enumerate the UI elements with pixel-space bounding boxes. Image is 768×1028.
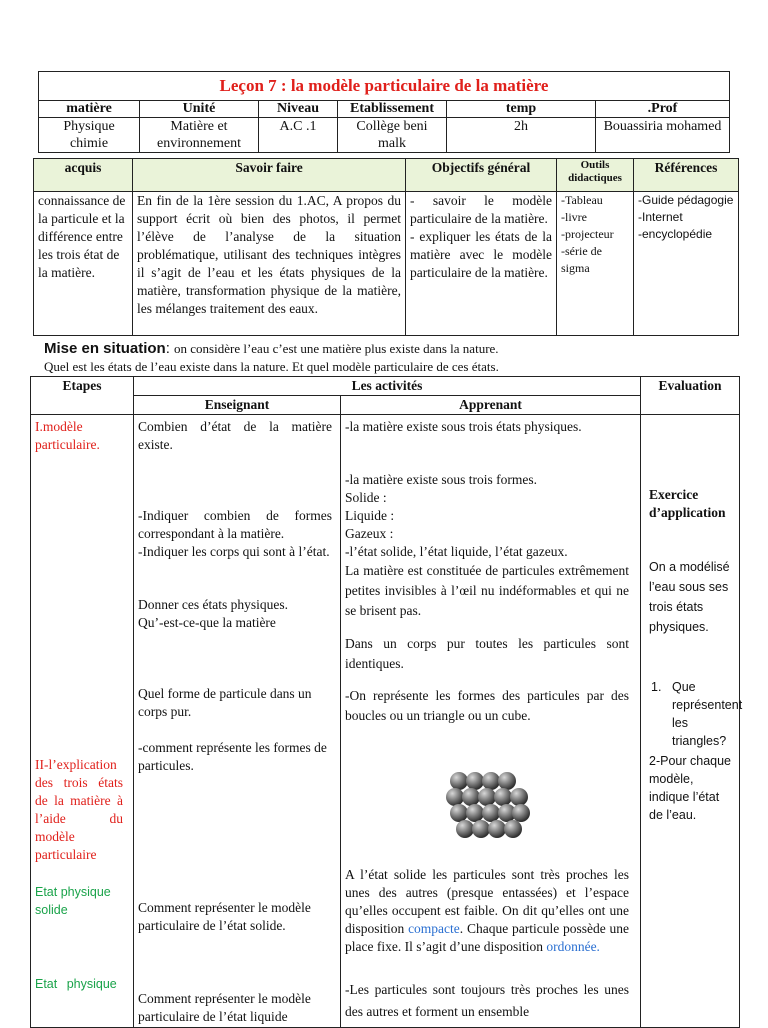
etape-explication: II-l’explication des trois états de la matière à l’aide du modèle particulaire — [35, 757, 123, 862]
label-temp: temp — [447, 101, 596, 118]
savoir-faire-text: En fin de la 1ère session du 1.AC, A propos du support écrit où bien des photos, il permet l’élève de l’analyse de la situation problématique, utilisant des techniques intègres il s’agit de l’eau et les états physiques de la matière, transformation physique de la matière, les mélanges traitement des eaux. — [133, 192, 406, 336]
lesson-header-table — [38, 71, 730, 153]
evaluation-q1 — [649, 678, 743, 750]
value-niveau: A.C .1 — [259, 118, 338, 153]
particles-model-image — [445, 767, 531, 847]
apprenant-a5: Gazeux : — [345, 526, 394, 541]
outil-1: -Tableau — [561, 193, 603, 207]
head-outils: Outils didactiques — [557, 159, 634, 192]
particle-sphere — [498, 772, 516, 790]
enseignant-q2: -Indiquer combien de formes correspondant à la matière. — [138, 508, 332, 541]
particle-sphere — [478, 788, 496, 806]
value-temp: 2h — [447, 118, 596, 153]
label-prof: .Prof — [596, 101, 730, 118]
particle-sphere — [450, 772, 468, 790]
enseignant-q4: Donner ces états physiques. — [138, 597, 288, 612]
apprenant-a7: La matière est constituée de particules extrêmement petites invisibles à l’œil nu indéformables et qui ne se brisent pas. — [345, 563, 629, 618]
evaluation-intro: On a modélisé l’eau sous ses trois états physiques. — [649, 560, 730, 634]
acquis-text: connaissance de la particule et la différence entre les trois état de la matière. — [34, 192, 133, 336]
head-activites: Les activités — [134, 377, 641, 396]
particle-sphere — [512, 804, 530, 822]
objectives-table — [33, 158, 739, 336]
situation-text-2: Quel est les états de l’eau existe dans la nature. Et quel modèle particulaire de ces états. — [44, 359, 499, 374]
apprenant-a10-text-2: . Chaque particule possède une place fixe. Il s’agit d’une disposition — [345, 921, 630, 954]
enseignant-q3: -Indiquer les corps qui sont à l’état. — [138, 544, 330, 559]
head-enseignant: Enseignant — [134, 396, 341, 415]
evaluation-title: Exercice d’application — [649, 487, 726, 520]
label-niveau: Niveau — [259, 101, 338, 118]
value-unite: Matière et environnement — [140, 118, 259, 153]
enseignant-q5: Qu’-est-ce-que la matière — [138, 615, 276, 630]
particle-sphere — [482, 772, 500, 790]
reference-2: -Internet — [638, 210, 683, 224]
particle-sphere — [510, 788, 528, 806]
apprenant-a4: Liquide : — [345, 508, 395, 523]
head-acquis: acquis — [34, 159, 133, 192]
particle-sphere — [494, 788, 512, 806]
enseignant-q1: Combien d’état de la matière existe. — [138, 419, 332, 452]
particle-sphere — [488, 820, 506, 838]
head-evaluation: Evaluation — [641, 377, 740, 415]
head-references: Références — [634, 159, 739, 192]
outil-3: -projecteur — [561, 227, 614, 241]
activities-table — [30, 376, 743, 1028]
particle-sphere — [504, 820, 522, 838]
etape-etat: Etat physique — [35, 977, 117, 991]
value-etablissement: Collège beni malk — [338, 118, 447, 153]
reference-1: -Guide pédagogie — [638, 193, 734, 207]
outil-4: -série de sigma — [561, 244, 602, 275]
enseignant-q9: Comment représenter le modèle particulaire de l’état liquide — [138, 991, 311, 1024]
enseignant-q7: -comment représente les formes de particules. — [138, 740, 327, 773]
head-objectifs: Objectifs général — [406, 159, 557, 192]
apprenant-a2: -la matière existe sous trois formes. — [345, 472, 537, 487]
outil-2: -livre — [561, 210, 587, 224]
label-matiere: matière — [39, 101, 140, 118]
apprenant-compacte: compacte — [408, 921, 460, 936]
situation-label: Mise en situation — [44, 340, 166, 357]
label-etablissement: Etablissement — [338, 101, 447, 118]
value-matiere: Physique chimie — [39, 118, 140, 153]
head-apprenant: Apprenant — [341, 396, 641, 415]
apprenant-a6: -l’état solide, l’état liquide, l’état gazeux. — [345, 544, 568, 559]
particle-sphere — [482, 804, 500, 822]
label-unite: Unité — [140, 101, 259, 118]
particle-sphere — [462, 788, 480, 806]
evaluation-q2: 2-Pour chaque modèle, indique l’état de l’eau. — [649, 754, 732, 822]
etape-modele-particulaire: I.modèle particulaire. — [35, 419, 100, 452]
lesson-title: Leçon 7 : la modèle particulaire de la matière — [39, 72, 730, 101]
apprenant-a8: Dans un corps pur toutes les particules sont identiques. — [345, 636, 629, 671]
apprenant-a9: -On représente les formes des particules par des boucles ou un triangle ou un cube. — [345, 688, 629, 723]
apprenant-ordonnee: ordonnée. — [546, 939, 600, 954]
particle-sphere — [466, 804, 484, 822]
particle-sphere — [446, 788, 464, 806]
head-etapes: Etapes — [31, 377, 134, 415]
particle-sphere — [472, 820, 490, 838]
evaluation-q1-text: Que représentent les triangles? — [672, 680, 743, 748]
enseignant-q8: Comment représenter le modèle particulaire de l’état solide. — [138, 900, 311, 933]
apprenant-a3: Solide : — [345, 490, 387, 505]
head-savoir-faire: Savoir faire — [133, 159, 406, 192]
reference-3: -encyclopédie — [638, 227, 713, 241]
apprenant-a10-text: A l’état solide les particules sont très proches les unes des autres (presque entassées) et l’espace qu’elles occupent est faible. On dit qu’elles ont une disposition — [345, 867, 629, 936]
particle-sphere — [466, 772, 484, 790]
enseignant-q6: Quel forme de particule dans un corps pur. — [138, 686, 312, 719]
particle-sphere — [456, 820, 474, 838]
apprenant-a1: -la matière existe sous trois états physiques. — [345, 419, 582, 434]
apprenant-a11: -Les particules sont toujours très proches les unes des autres et forment un ensemble — [345, 982, 629, 1019]
objectif-2: - expliquer les états de la matière avec le modèle particulaire de la matière. — [410, 229, 552, 280]
situation-block: Mise en situation: on considère l’eau c’est une matière plus existe dans la nature. Quel est les états de l’eau existe dans la nature. Et quel modèle particulaire de ces états. — [44, 340, 734, 376]
particle-sphere — [450, 804, 468, 822]
apprenant-a10 — [345, 866, 629, 956]
situation-text-1: on considère l’eau c’est une matière plus existe dans la nature. — [174, 341, 499, 356]
evaluation-q1-number: 1. — [651, 680, 662, 694]
objectif-1: - savoir le modèle particulaire de la matière. — [410, 193, 552, 226]
etape-solide: Etat physique solide — [35, 885, 111, 917]
value-prof: Bouassiria mohamed — [596, 118, 730, 153]
